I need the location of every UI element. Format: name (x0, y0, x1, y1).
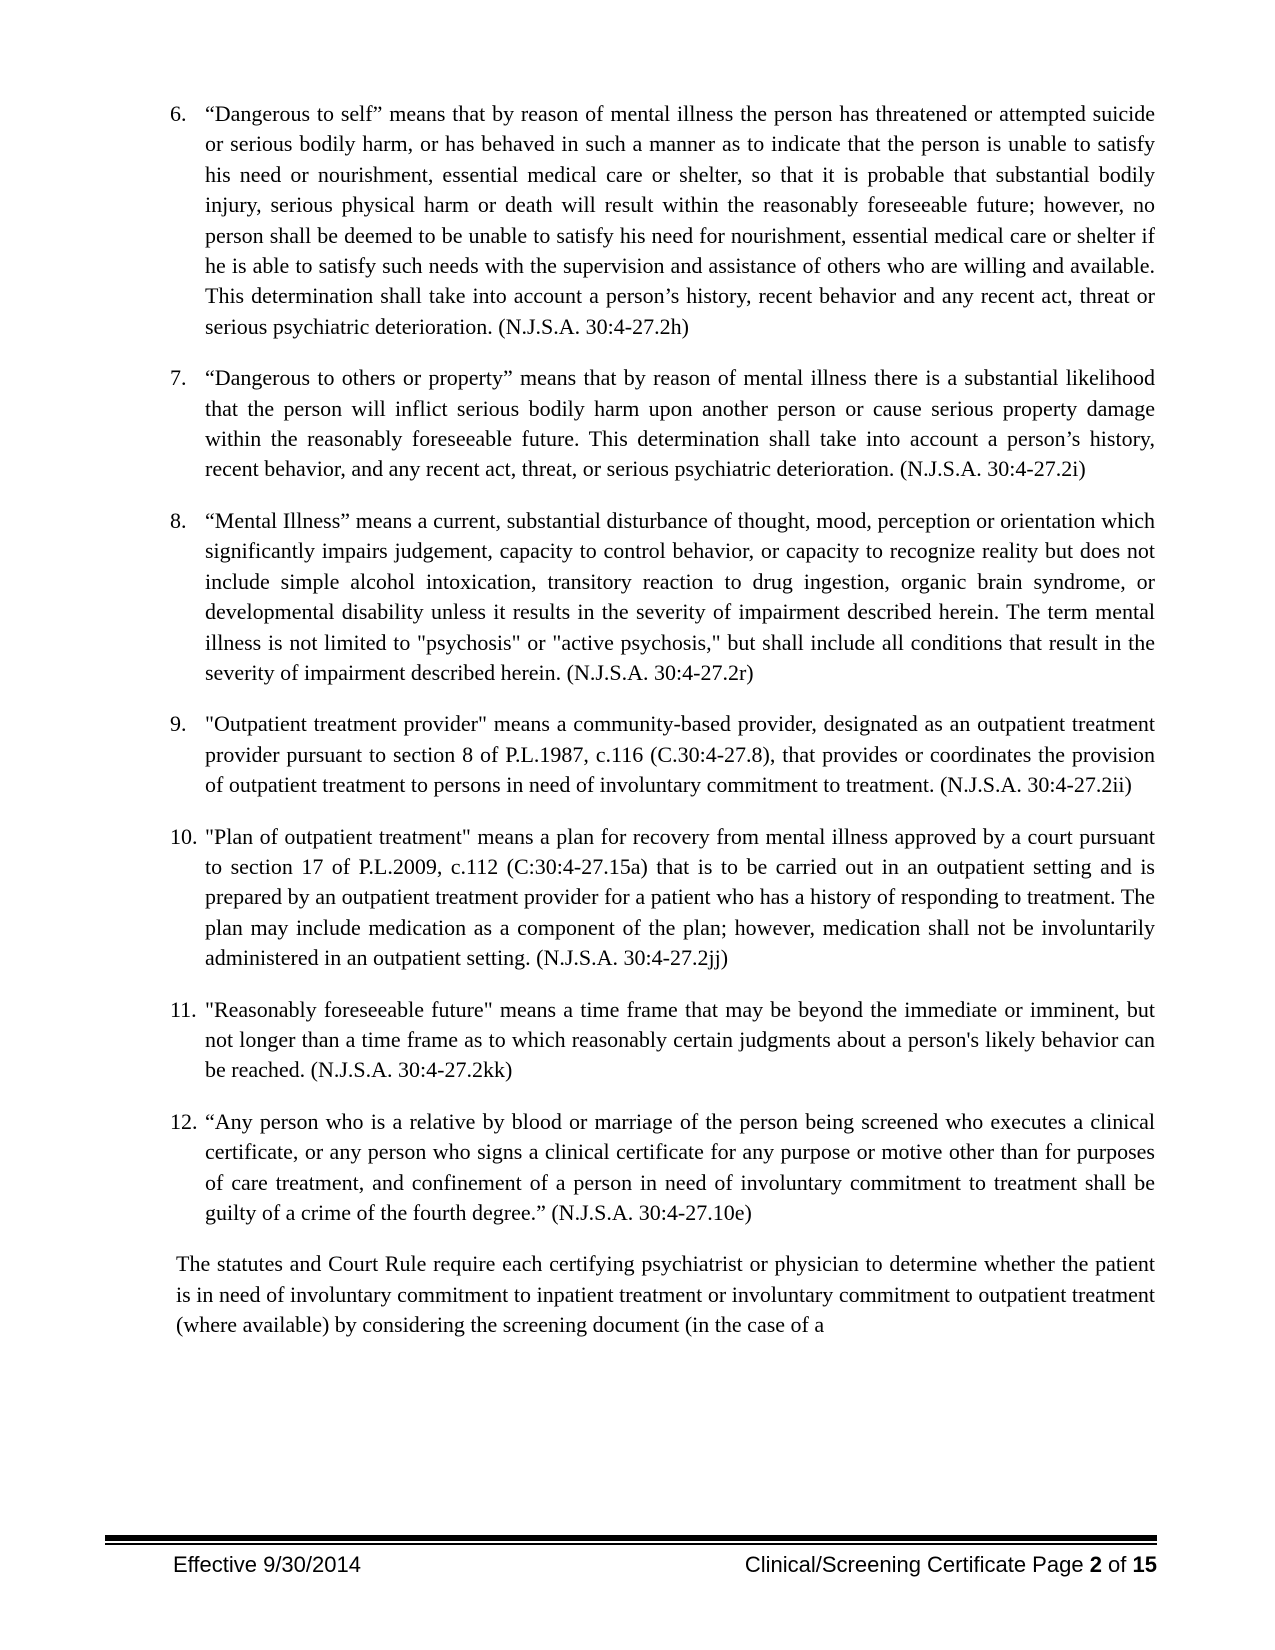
footer-page-info-label: Clinical/Screening Certificate Page (744, 1552, 1090, 1577)
list-item (170, 709, 1155, 800)
list-item (170, 995, 1155, 1086)
item-text: “Dangerous to others or property” means that by reason of mental illness there is a substantial likelihood that the person will inflict serious bodily harm upon another person or cause serious property damage within the reasonably foreseeable future. This determination shall take into account a person’s history, recent behavior, and any recent act, threat, or serious psychiatric deterioration. (N.J.S.A. 30:4-27.2i) (205, 365, 1155, 482)
list-item (170, 363, 1155, 485)
footer-page-info (745, 1551, 1157, 1579)
list-item (170, 1107, 1155, 1229)
item-text: “Dangerous to self” means that by reason of mental illness the person has threatened or attempted suicide or serious bodily harm, or has behaved in such a manner as to indicate that the person is unable to satisfy his need or nourishment, essential medical care or shelter, so that it is probable that substantial bodily injury, serious physical harm or death will result within the reasonably foreseeable future; however, no person shall be deemed to be unable to satisfy his need for nourishment, essential medical care or shelter if he is able to satisfy such needs with the supervision and assistance of others who are willing and available. This determination shall take into account a person’s history, recent behavior and any recent act, threat or serious psychiatric deterioration. (N.J.S.A. 30:4-27.2h) (205, 101, 1155, 339)
item-number: 9. (170, 711, 187, 737)
item-number: 8. (170, 507, 187, 533)
list-item (170, 506, 1155, 688)
footer-page-number: 2 (1089, 1552, 1102, 1577)
item-text: "Outpatient treatment provider" means a community-based provider, designated as an outpatient treatment provider pursuant to section 8 of P.L.1987, c.116 (C.30:4-27.8), that provides or coordinates the provision of outpatient treatment to persons in need of involuntary commitment to treatment. (N.J.S.A. 30:4-27.2ii) (205, 711, 1155, 798)
item-text: “Any person who is a relative by blood or marriage of the person being screened who executes a clinical certificate, or any person who signs a clinical certificate for any purpose or motive other than for purposes of care treatment, and confinement of a person in need of involuntary commitment to treatment shall be guilty of a crime of the fourth degree.” (N.J.S.A. 30:4-27.10e) (205, 1108, 1155, 1225)
item-number: 11. (170, 996, 197, 1022)
list-item (170, 822, 1155, 974)
statute-definitions-list (170, 99, 1155, 1341)
item-text: "Reasonably foreseeable future" means a time frame that may be beyond the immediate or imminent, but not longer than a time frame as to which reasonably certain judgments about a person's likely behavior can be reached. (N.J.S.A. 30:4-27.2kk) (205, 996, 1155, 1083)
item-text: “Mental Illness” means a current, substantial disturbance of thought, mood, perception or orientation which significantly impairs judgement, capacity to control behavior, or capacity to recognize reality but does not include simple alcohol intoxication, transitory reaction to drug ingestion, organic brain syndrome, or developmental disability unless it results in the severity of impairment described herein. The term mental illness is not limited to "psychosis" or "active psychosis," but shall include all conditions that result in the severity of impairment described herein. (N.J.S.A. 30:4-27.2r) (205, 507, 1155, 685)
item-text: "Plan of outpatient treatment" means a plan for recovery from mental illness approved by a court pursuant to section 17 of P.L.2009, c.112 (C:30:4-27.15a) that is to be carried out in an outpatient setting and is prepared by an outpatient treatment provider for a patient who has a history of responding to treatment. The plan may include medication as a component of the plan; however, medication shall not be involuntarily administered in an outpatient setting. (N.J.S.A. 30:4-27.2jj) (205, 823, 1155, 971)
page-footer (173, 1551, 1157, 1579)
list-item (170, 99, 1155, 342)
item-number: 6. (170, 101, 187, 126)
footer-total-pages: 15 (1132, 1552, 1157, 1577)
item-number: 7. (170, 365, 187, 391)
footer-effective-date: Effective 9/30/2014 (173, 1552, 361, 1577)
item-number: 10. (170, 823, 198, 849)
footer-page-of-label: of (1101, 1552, 1133, 1577)
footer-divider-rule (105, 1535, 1157, 1545)
closing-paragraph: The statutes and Court Rule require each certifying psychiatrist or physician to determine whether the patient is in need of involuntary commitment to inpatient treatment or involuntary commitment to outpatient treatment (where available) by considering the screening document (in the case of a (176, 1251, 1155, 1338)
item-number: 12. (170, 1108, 198, 1134)
